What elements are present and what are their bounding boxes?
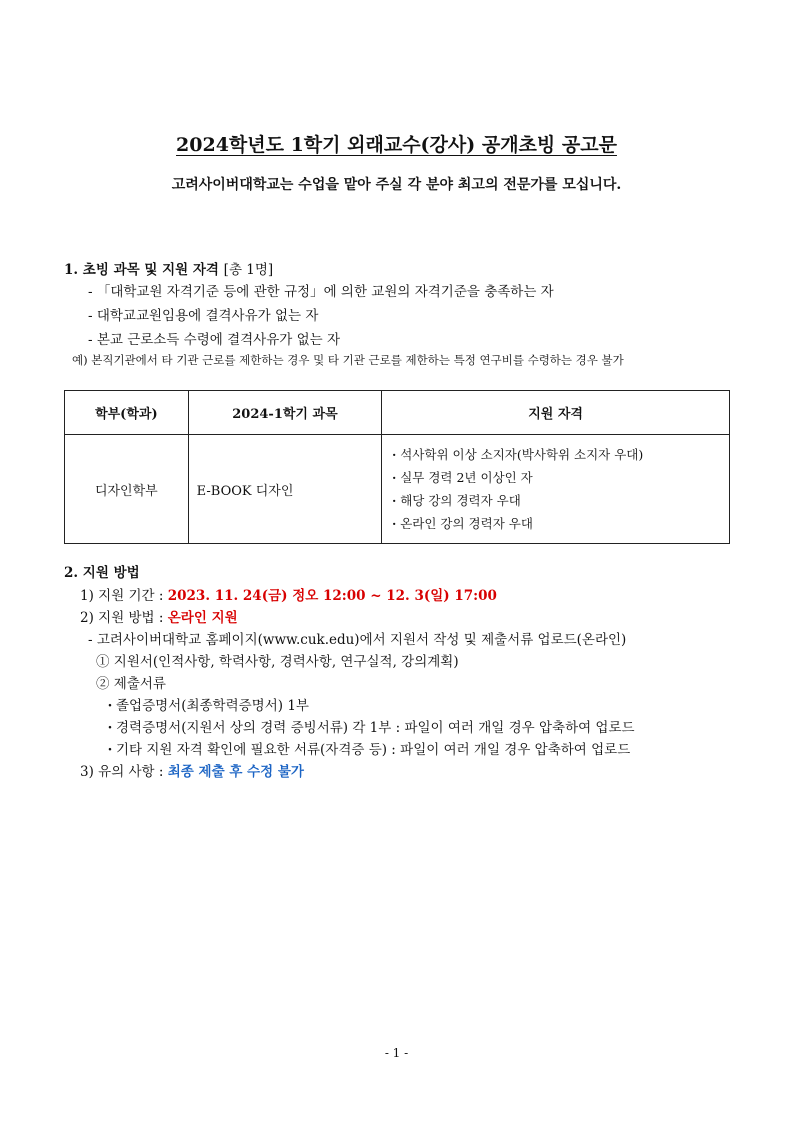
department-cell: 디자인학부 [65,435,189,544]
section1-count: [총 1명] [223,262,274,278]
qualification-bullet: · 석사학위 이상 소지자(박사학위 소지자 우대) [388,443,721,466]
table-row [65,435,730,544]
qualifications-cell [382,435,730,544]
section1-heading [64,258,273,278]
apply-period [80,584,497,604]
caution [80,760,304,780]
qualification-note: 예) 본직기관에서 타 기관 근로를 제한하는 경우 및 타 기관 근로를 제한하는 특정 연구비를 수령하는 경우 불가 [72,353,624,367]
page-title: 2024학년도 1학기 외래교수(강사) 공개초빙 공고문 [176,134,617,156]
table-header-row [65,391,730,435]
caution-label: 3) 유의 사항 : [80,764,164,780]
qualification-bullet: · 온라인 강의 경력자 우대 [388,512,721,535]
table-header: 2024-1학기 과목 [188,391,382,435]
section1-heading-text: 1. 초빙 과목 및 지원 자격 [64,262,219,278]
caution-value: 최종 제출 후 수정 불가 [167,764,304,780]
table-header: 지원 자격 [382,391,730,435]
course-cell: E-BOOK 디자인 [188,435,382,544]
qualification-bullet: · 해당 강의 경력자 우대 [388,489,721,512]
section2-heading: 2. 지원 방법 [64,565,140,581]
qualification-bullet: · 실무 경력 2년 이상인 자 [388,466,721,489]
apply-method-label: 2) 지원 방법 : [80,610,164,626]
position-table [64,390,730,544]
apply-method-desc: - 고려사이버대학교 홈페이지(www.cuk.edu)에서 지원서 작성 및 제출서류 업로드(온라인) [88,632,627,648]
qualification-item: - 「대학교원 자격기준 등에 관한 규정」에 의한 교원의 자격기준을 충족하는 자 [88,284,554,300]
qualification-item: - 대학교교원임용에 결격사유가 없는 자 [88,308,319,324]
apply-step-1: ① 지원서(인적사항, 학력사항, 경력사항, 연구실적, 강의계획) [96,654,459,670]
table-header: 학부(학과) [65,391,189,435]
page-number: - 1 - [384,1046,409,1060]
required-document: · 기타 지원 자격 확인에 필요한 서류(자격증 등) : 파일이 여러 개일 경우 압축하여 업로드 [104,738,630,758]
page-subtitle: 고려사이버대학교는 수업을 맡아 주실 각 분야 최고의 전문가를 모십니다. [171,177,622,193]
apply-method-value: 온라인 지원 [167,610,238,626]
apply-step-2: ② 제출서류 [96,676,166,692]
apply-period-value: 2023. 11. 24(금) 정오 12:00 ~ 12. 3(일) 17:00 [167,588,497,604]
qualification-item: - 본교 근로소득 수령에 결격사유가 없는 자 [88,332,341,348]
apply-period-label: 1) 지원 기간 : [80,588,164,604]
required-document: · 경력증명서(지원서 상의 경력 증빙서류) 각 1부 : 파일이 여러 개일 경우 압축하여 업로드 [104,716,635,736]
required-document: · 졸업증명서(최종학력증명서) 1부 [104,694,309,714]
apply-method [80,606,238,626]
